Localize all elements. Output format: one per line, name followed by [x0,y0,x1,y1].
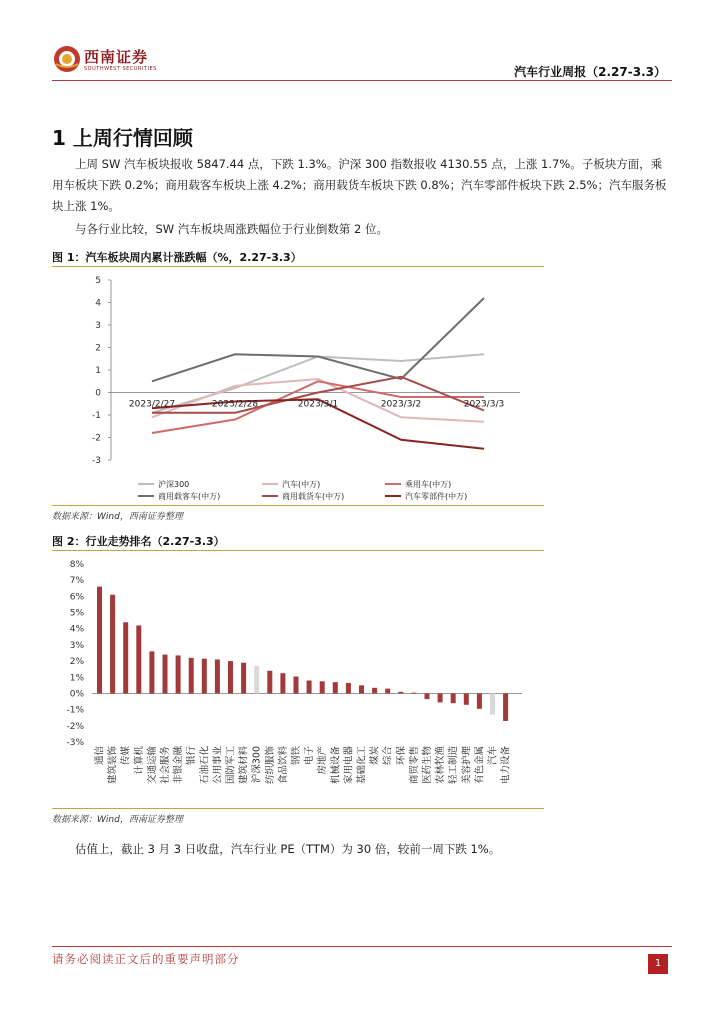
category-label: 国防军工 [225,746,237,785]
category-label: 基础化工 [356,746,368,785]
bar-20 [359,685,364,693]
y-tick-label: 3 [95,321,101,331]
y-tick-label: 4% [69,624,84,635]
category-label: 房地产 [317,746,329,775]
report-title: 汽车行业周报（2.27-3.3） [514,65,666,79]
y-tick-label: -1 [92,411,101,421]
x-tick-label: 2023/3/3 [463,399,505,410]
category-label: 煤炭 [369,746,381,766]
x-tick-label: 2023/2/27 [128,399,176,410]
y-tick-label: 4 [95,298,101,309]
legend-label: 商用载客车(中万) [158,492,221,501]
category-label: 社会服务 [160,746,171,785]
y-tick-label: 5 [95,276,101,286]
category-label: 汽车 [487,746,499,766]
figure1-source: 数据来源：Wind，西南证券整理 [52,512,183,522]
footer-disclaimer: 请务必阅读正文后的重要声明部分 [52,952,240,966]
y-tick-label: -3 [92,456,101,466]
legend-label: 商用载货车(中万) [282,492,345,501]
category-label: 石油石化 [199,746,211,785]
x-tick-label: 2023/2/28 [211,399,259,410]
category-label: 机械设备 [330,746,342,785]
figure2-source: 数据来源：Wind，西南证券整理 [52,815,183,825]
category-label: 有色金属 [474,746,486,785]
bar-16 [307,681,312,694]
logo-emblem-icon [52,44,82,74]
y-tick-label: 1% [69,673,84,684]
category-label: 计算机 [133,746,145,775]
category-label: 食品饮料 [277,746,289,785]
y-tick-label: 5% [69,608,84,619]
bar-27 [451,693,456,703]
category-label: 纺织服饰 [264,746,276,785]
figure2-bottom-rule [52,808,544,809]
category-label: 医药生物 [422,746,433,785]
y-tick-label: -1% [66,705,84,716]
logo-text-en: SOUTHWEST SECURITIES [84,66,157,72]
figure1-bottom-rule [52,505,544,506]
figure2-title: 图 2：行业走势排名（2.27-3.3） [52,535,225,548]
bar-28 [464,693,469,704]
category-label: 建筑装饰 [107,746,119,785]
bar-12 [254,666,259,694]
figure2-top-rule [52,550,544,551]
bar-2 [123,622,128,693]
bar-22 [385,689,390,694]
y-tick-label: 7% [69,576,84,587]
category-label: 商贸零售 [408,746,420,785]
bar-25 [425,693,430,699]
bar-3 [136,625,141,693]
bar-14 [280,673,285,693]
category-label: 轻工制造 [448,746,460,785]
category-label: 综合 [382,746,394,766]
category-label: 建筑材料 [238,746,250,785]
x-tick-label: 2023/3/2 [380,399,422,410]
bar-23 [398,692,403,694]
category-label: 环保 [395,746,407,766]
section-heading: 1 上周行情回顾 [52,126,193,150]
category-label: 公用事业 [212,746,224,785]
bar-31 [503,693,508,721]
figure1-line-chart [52,268,544,504]
bar-7 [189,658,194,694]
category-label: 家用电器 [343,746,355,785]
bar-9 [215,659,220,693]
bar-18 [333,682,338,693]
logo-text-cn: 西南证券 [84,48,149,66]
bar-13 [267,671,272,694]
category-label: 银行 [186,746,198,766]
paragraph-industry-compare: 与各行业比较，SW 汽车板块周涨跌幅位于行业倒数第 2 位。 [75,222,388,236]
bar-17 [320,681,325,693]
y-tick-label: -3% [66,738,84,748]
bar-1 [110,595,115,694]
category-label: 非银金融 [173,746,185,785]
figure2-bar-chart [52,552,544,806]
bar-19 [346,683,351,694]
legend-label: 汽车零部件(中万) [405,492,468,501]
bar-21 [372,688,377,694]
series-line-3 [152,298,484,381]
bar-0 [97,587,102,694]
bar-6 [176,655,181,693]
category-label: 通信 [94,746,106,766]
bar-24 [411,693,416,694]
y-tick-label: 2 [95,343,101,354]
y-tick-label: 2% [69,657,84,668]
y-tick-label: 8% [69,560,84,570]
legend-label: 乘用车(中万) [405,480,452,489]
x-tick-label: 2023/3/1 [297,399,339,410]
y-tick-label: -2 [92,433,101,444]
y-tick-label: 0% [69,689,84,700]
figure1-top-rule [52,266,544,267]
category-label: 电子 [304,746,316,766]
y-tick-label: 6% [69,592,84,603]
bar-15 [294,676,299,693]
paragraph-valuation: 估值上，截止 3 月 3 日收盘，汽车行业 PE（TTM）为 30 倍，较前一周下跌 1%。 [75,842,501,856]
y-tick-label: -2% [66,721,84,732]
bar-26 [438,693,443,702]
category-label: 农林牧渔 [435,746,447,785]
category-label: 美容护理 [461,746,473,785]
bar-11 [241,663,246,694]
bar-8 [202,659,207,694]
category-label: 沪深300 [251,746,263,784]
category-label: 钢铁 [291,746,302,766]
bar-5 [163,655,168,694]
bar-4 [149,651,154,693]
footer-divider [52,946,672,947]
category-label: 传媒 [120,746,132,766]
page-number: 1 [648,954,668,974]
bar-10 [228,661,233,693]
figure1-title: 图 1：汽车板块周内累计涨跌幅（%，2.27-3.3） [52,251,302,264]
paragraph-market-summary: 上周 SW 汽车板块报收 5847.44 点，下跌 1.3%。沪深 300 指数报收 4130.55 点，上涨 1.7%。子板块方面，乘用车板块下跌 0.2%；商用载客车板块上涨 4.2%；商用载货车板块下跌 0.8%；汽车零部件板块下跌 2.5%；汽车服务板块上涨 1%。 [52,157,667,213]
category-label: 电力设备 [500,746,512,785]
legend-label: 沪深300 [158,480,190,489]
header-divider [52,80,672,81]
y-tick-label: 1 [95,366,101,376]
bar-29 [477,693,482,708]
y-tick-label: 3% [69,640,84,651]
bar-30 [490,693,495,714]
legend-label: 汽车(中万) [282,480,321,489]
category-label: 交通运输 [146,746,158,785]
y-tick-label: 0 [95,388,101,399]
